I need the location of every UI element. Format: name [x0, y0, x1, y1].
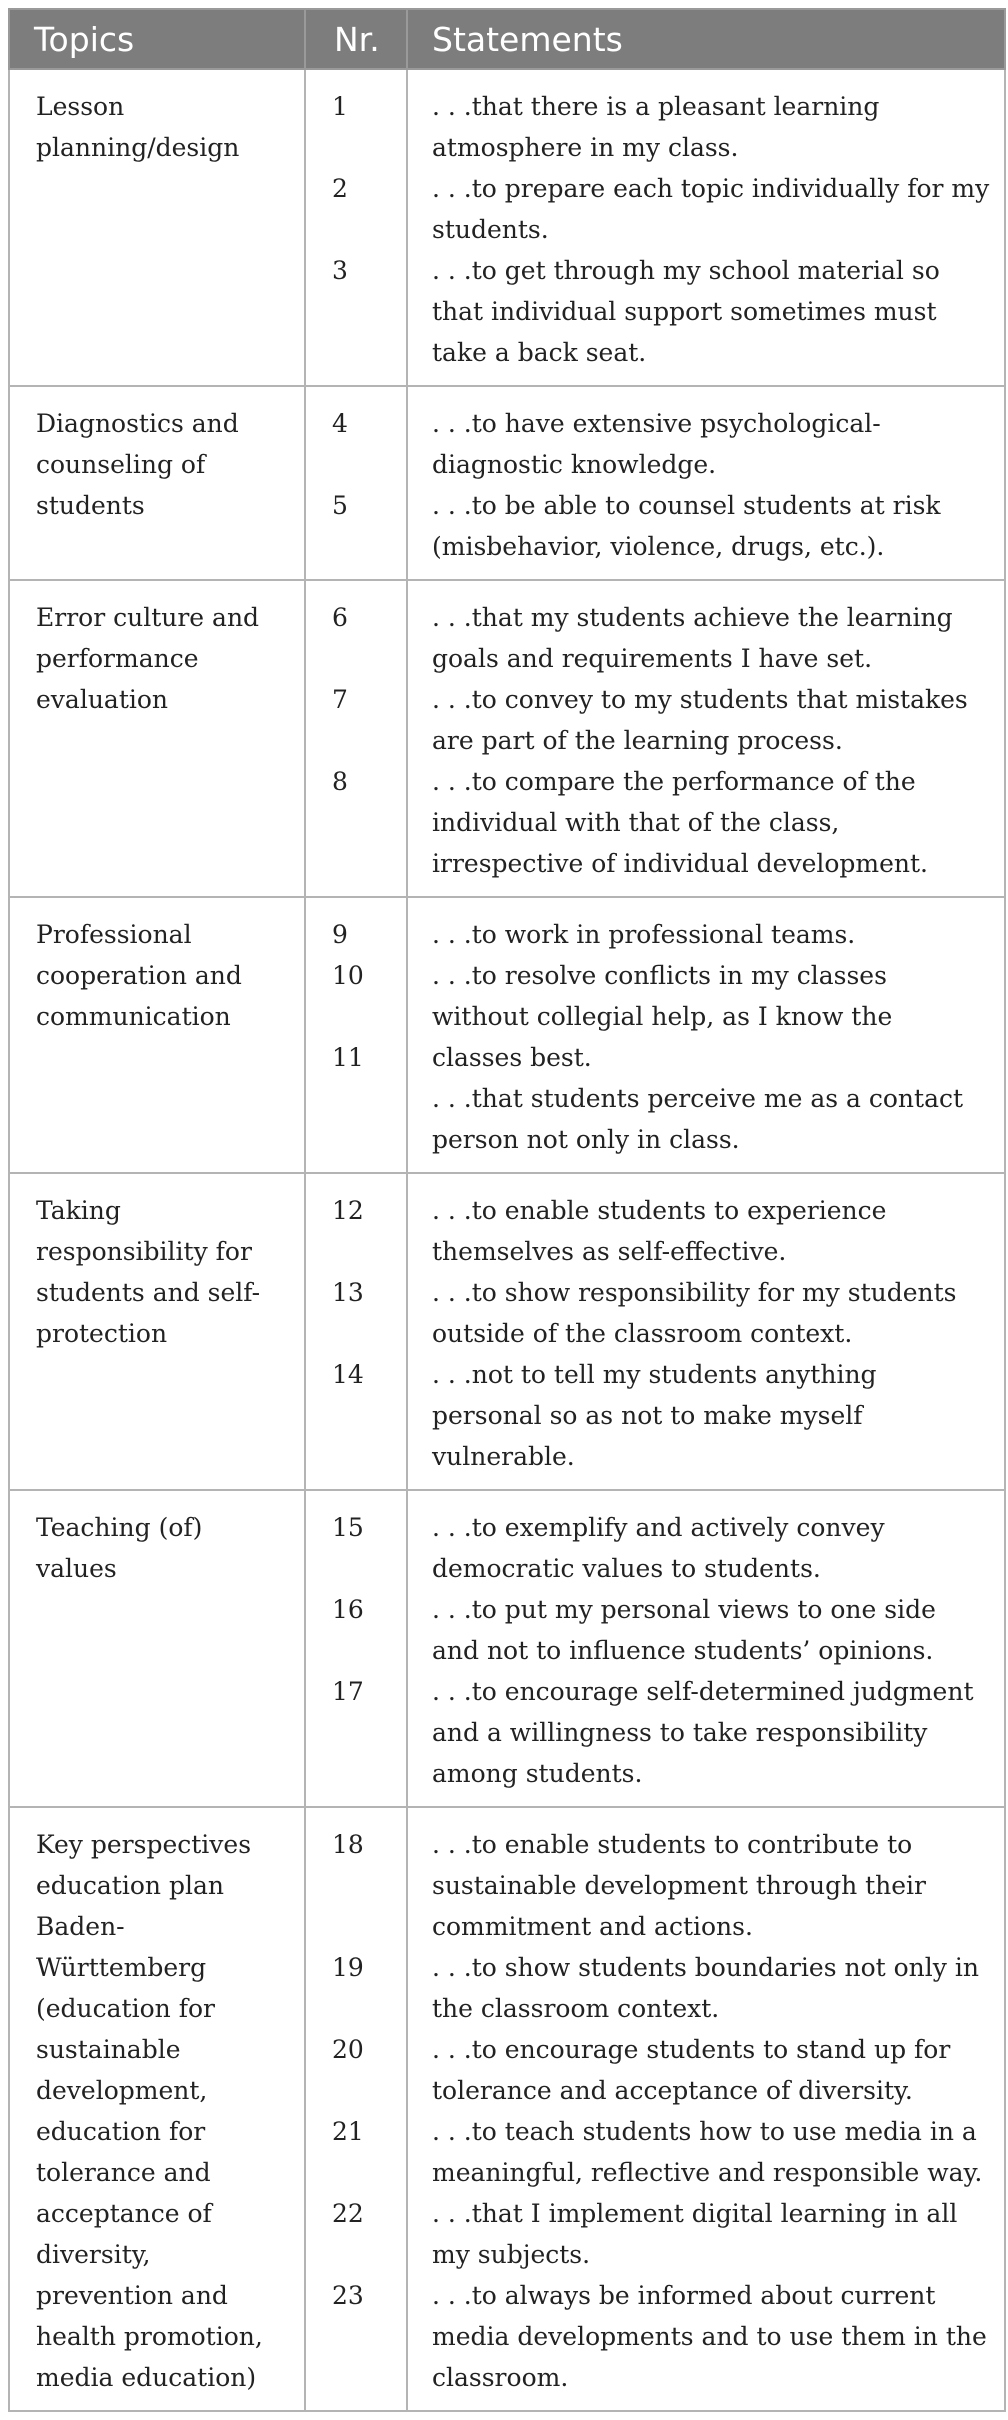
item-number: 20	[332, 2035, 364, 2064]
table-row	[9, 897, 1005, 1173]
item-number: 8	[332, 767, 348, 796]
nr-cell	[305, 1490, 407, 1807]
topic-cell: Lesson planning/design	[9, 69, 305, 386]
item-number: 6	[332, 603, 348, 632]
item-number: 16	[332, 1595, 364, 1624]
table-row	[9, 1490, 1005, 1807]
statement-text: . . .that my students achieve the learning goals and requirements I have set.	[432, 603, 953, 673]
statement-text: . . .to show responsibility for my students outside of the classroom context.	[432, 1278, 957, 1348]
statement-text: . . .not to tell my students anything personal so as not to make myself vulnerable.	[432, 1360, 877, 1471]
nr-cell	[305, 69, 407, 386]
item-number: 19	[332, 1953, 364, 1982]
statement-text: . . .to enable students to contribute to sustainable development through their commitment and actions.	[432, 1830, 927, 1941]
statement-text: . . .to work in professional teams.	[432, 920, 856, 949]
statement-text: . . .to show students boundaries not only in the classroom context.	[432, 1953, 979, 2023]
statements-table	[8, 8, 1006, 2412]
item-number: 4	[332, 409, 348, 438]
statement-text: . . .to put my personal views to one side and not to influence students’ opinions.	[432, 1595, 936, 1665]
item-number: 22	[332, 2199, 364, 2228]
item-number: 12	[332, 1196, 364, 1225]
item-number: 17	[332, 1677, 364, 1706]
item-number: 5	[332, 491, 348, 520]
header-nr: Nr.	[305, 9, 407, 69]
topic-cell: Taking responsibility for students and self-protection	[9, 1173, 305, 1490]
header-topics: Topics	[9, 9, 305, 69]
statement-text: . . .to have extensive psychological-diagnostic knowledge.	[432, 409, 881, 479]
table-body	[9, 69, 1005, 2411]
statement-text: . . .to teach students how to use media in a meaningful, reflective and responsible way.	[432, 2117, 983, 2187]
statement-text: . . .to encourage self-determined judgment and a willingness to take responsibility among students.	[432, 1677, 974, 1788]
item-number: 10	[332, 961, 364, 990]
statement-text: . . .to get through my school material so that individual support sometimes must take a back seat.	[432, 256, 940, 367]
topic-cell: Diagnostics and counseling of students	[9, 386, 305, 580]
nr-cell	[305, 580, 407, 897]
nr-cell	[305, 1807, 407, 2411]
statement-text: . . .that students perceive me as a contact person not only in class.	[432, 1084, 964, 1154]
topic-cell: Professional cooperation and communication	[9, 897, 305, 1173]
nr-cell	[305, 897, 407, 1173]
table-row	[9, 580, 1005, 897]
topic-cell: Key perspectives education plan Baden-Württemberg (education for sustainable development, education for tolerance and acceptance of diversity, prevention and health promotion, media education)	[9, 1807, 305, 2411]
statement-text: . . .that I implement digital learning in all my subjects.	[432, 2199, 958, 2269]
item-number: 3	[332, 256, 348, 285]
statements-cell	[407, 1173, 1005, 1490]
item-number: 15	[332, 1513, 364, 1542]
table-row	[9, 1173, 1005, 1490]
item-number: 11	[332, 1043, 364, 1072]
statement-text: . . .to be able to counsel students at risk (misbehavior, violence, drugs, etc.).	[432, 491, 941, 561]
statements-cell	[407, 1490, 1005, 1807]
statements-cell	[407, 580, 1005, 897]
statements-cell	[407, 69, 1005, 386]
item-number: 7	[332, 685, 348, 714]
statement-text: . . .that there is a pleasant learning atmosphere in my class.	[432, 92, 880, 162]
table-row	[9, 1807, 1005, 2411]
item-number: 18	[332, 1830, 364, 1859]
statement-text: . . .to always be informed about current media developments and to use them in the classroom.	[432, 2281, 987, 2392]
item-number: 14	[332, 1360, 364, 1389]
statement-text: . . .to convey to my students that mistakes are part of the learning process.	[432, 685, 968, 755]
item-number: 1	[332, 92, 348, 121]
item-number: 9	[332, 920, 348, 949]
topic-cell: Error culture and performance evaluation	[9, 580, 305, 897]
statement-text: . . .to prepare each topic individually for my students.	[432, 174, 990, 244]
topic-cell: Teaching (of) values	[9, 1490, 305, 1807]
statement-text: . . .to compare the performance of the individual with that of the class, irrespective of individual development.	[432, 767, 929, 878]
item-number: 21	[332, 2117, 364, 2146]
item-number: 2	[332, 174, 348, 203]
item-number: 13	[332, 1278, 364, 1307]
header-row	[9, 9, 1005, 69]
statements-cell	[407, 1807, 1005, 2411]
statement-text: . . .to encourage students to stand up for tolerance and acceptance of diversity.	[432, 2035, 951, 2105]
item-number: 23	[332, 2281, 364, 2310]
table-row	[9, 69, 1005, 386]
statement-text: . . .to enable students to experience themselves as self-effective.	[432, 1196, 887, 1266]
header-statements: Statements	[407, 9, 1005, 69]
statements-cell	[407, 386, 1005, 580]
nr-cell	[305, 386, 407, 580]
table-row	[9, 386, 1005, 580]
statement-text: . . .to resolve conflicts in my classes without collegial help, as I know the classes best.	[432, 961, 893, 1072]
nr-cell	[305, 1173, 407, 1490]
statements-cell	[407, 897, 1005, 1173]
statement-text: . . .to exemplify and actively convey democratic values to students.	[432, 1513, 885, 1583]
